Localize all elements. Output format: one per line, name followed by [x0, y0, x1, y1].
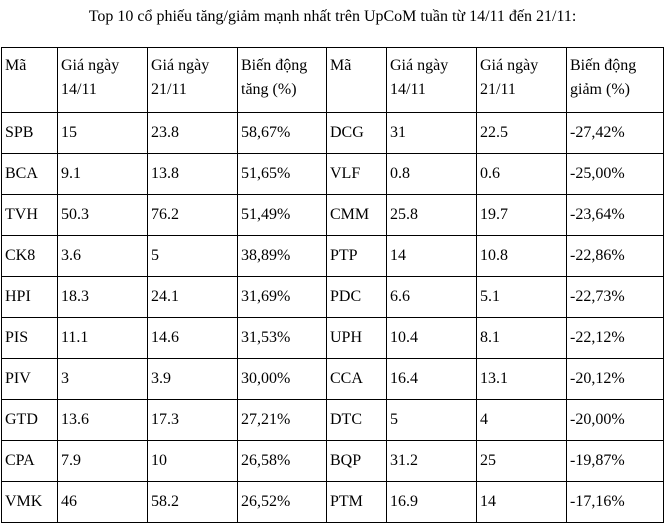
page-title: Top 10 cổ phiếu tăng/giảm mạnh nhất trên UpCoM tuần từ 14/11 đến 21/11:	[88, 8, 577, 25]
cell-dn-pct: -22,73%	[567, 277, 664, 318]
header-change-up-line2: tăng (%)	[241, 81, 297, 98]
cell-dn-p1: 0.8	[387, 154, 477, 195]
header-change-down-line2: giảm (%)	[570, 81, 630, 98]
cell-dn-code: BQP	[327, 441, 387, 482]
table-row	[2, 359, 664, 400]
cell-dn-p1: 25.8	[387, 195, 477, 236]
cell-up-code: CK8	[2, 236, 58, 277]
header-price-2111-left-line1: Giá ngày	[151, 57, 210, 74]
cell-up-code: CPA	[2, 441, 58, 482]
cell-dn-code: DTC	[327, 400, 387, 441]
cell-dn-p2: 19.7	[477, 195, 567, 236]
cell-dn-code: DCG	[327, 113, 387, 154]
table-row	[2, 441, 664, 482]
cell-up-p2: 76.2	[148, 195, 238, 236]
cell-dn-pct: -27,42%	[567, 113, 664, 154]
table-row	[2, 318, 664, 359]
cell-dn-code: PTP	[327, 236, 387, 277]
table-row	[2, 236, 664, 277]
cell-dn-pct: -25,00%	[567, 154, 664, 195]
cell-dn-pct: -23,64%	[567, 195, 664, 236]
table-row	[2, 400, 664, 441]
cell-up-pct: 31,69%	[238, 277, 327, 318]
cell-up-pct: 26,58%	[238, 441, 327, 482]
header-code-right	[327, 48, 387, 113]
cell-dn-pct: -19,87%	[567, 441, 664, 482]
cell-up-code: VMK	[2, 482, 58, 523]
cell-dn-p1: 5	[387, 400, 477, 441]
cell-dn-p2: 5.1	[477, 277, 567, 318]
header-price-1411-right-line1: Giá ngày	[390, 57, 449, 74]
cell-up-code: SPB	[2, 113, 58, 154]
header-price-2111-right-line1: Giá ngày	[480, 57, 539, 74]
cell-up-p1: 13.6	[58, 400, 148, 441]
table-row	[2, 195, 664, 236]
cell-dn-p1: 14	[387, 236, 477, 277]
cell-dn-pct: -20,12%	[567, 359, 664, 400]
cell-dn-code: VLF	[327, 154, 387, 195]
cell-dn-pct: -22,86%	[567, 236, 664, 277]
cell-up-p1: 15	[58, 113, 148, 154]
cell-up-p1: 50.3	[58, 195, 148, 236]
cell-dn-p1: 6.6	[387, 277, 477, 318]
cell-dn-p2: 13.1	[477, 359, 567, 400]
cell-up-pct: 26,52%	[238, 482, 327, 523]
cell-up-code: PIS	[2, 318, 58, 359]
cell-dn-p2: 10.8	[477, 236, 567, 277]
cell-dn-code: UPH	[327, 318, 387, 359]
cell-up-pct: 58,67%	[238, 113, 327, 154]
header-price-2111-right-line2: 21/11	[480, 81, 516, 98]
cell-dn-p2: 4	[477, 400, 567, 441]
cell-up-p2: 3.9	[148, 359, 238, 400]
cell-dn-pct: -20,00%	[567, 400, 664, 441]
cell-up-p2: 14.6	[148, 318, 238, 359]
cell-up-pct: 51,65%	[238, 154, 327, 195]
cell-up-pct: 27,21%	[238, 400, 327, 441]
header-change-down-line1: Biến động	[570, 57, 637, 74]
header-price-2111-right	[477, 48, 567, 113]
cell-dn-code: PDC	[327, 277, 387, 318]
cell-up-code: BCA	[2, 154, 58, 195]
cell-up-p1: 18.3	[58, 277, 148, 318]
cell-dn-p1: 31	[387, 113, 477, 154]
table-row	[2, 277, 664, 318]
header-change-up-line1: Biến động	[241, 57, 308, 74]
table-row	[2, 113, 664, 154]
cell-up-pct: 38,89%	[238, 236, 327, 277]
cell-dn-p2: 0.6	[477, 154, 567, 195]
cell-dn-p1: 31.2	[387, 441, 477, 482]
cell-up-p1: 3	[58, 359, 148, 400]
table-body	[2, 48, 664, 523]
cell-dn-p1: 10.4	[387, 318, 477, 359]
cell-up-p2: 5	[148, 236, 238, 277]
cell-up-p2: 10	[148, 441, 238, 482]
header-price-2111-left	[148, 48, 238, 113]
header-price-1411-right	[387, 48, 477, 113]
table-row	[2, 482, 664, 523]
cell-up-code: GTD	[2, 400, 58, 441]
header-price-1411-left	[58, 48, 148, 113]
cell-dn-p1: 16.4	[387, 359, 477, 400]
cell-up-pct: 51,49%	[238, 195, 327, 236]
cell-up-pct: 30,00%	[238, 359, 327, 400]
cell-up-pct: 31,53%	[238, 318, 327, 359]
cell-up-p2: 24.1	[148, 277, 238, 318]
cell-dn-p2: 25	[477, 441, 567, 482]
header-price-1411-left-line2: 14/11	[61, 81, 97, 98]
cell-up-p1: 11.1	[58, 318, 148, 359]
cell-up-p2: 58.2	[148, 482, 238, 523]
cell-up-p2: 13.8	[148, 154, 238, 195]
header-code-right-text: Mã	[330, 57, 352, 74]
cell-up-code: HPI	[2, 277, 58, 318]
table-row	[2, 154, 664, 195]
cell-up-code: PIV	[2, 359, 58, 400]
cell-dn-pct: -22,12%	[567, 318, 664, 359]
cell-dn-p2: 14	[477, 482, 567, 523]
cell-dn-p2: 8.1	[477, 318, 567, 359]
header-price-2111-left-line2: 21/11	[151, 81, 187, 98]
stock-table	[1, 47, 664, 523]
cell-up-p2: 23.8	[148, 113, 238, 154]
cell-up-code: TVH	[2, 195, 58, 236]
cell-up-p2: 17.3	[148, 400, 238, 441]
cell-dn-code: CMM	[327, 195, 387, 236]
cell-up-p1: 9.1	[58, 154, 148, 195]
cell-up-p1: 3.6	[58, 236, 148, 277]
header-price-1411-left-line1: Giá ngày	[61, 57, 120, 74]
table-header-row	[2, 48, 664, 113]
cell-dn-p1: 16.9	[387, 482, 477, 523]
header-code-left	[2, 48, 58, 113]
header-change-up	[238, 48, 327, 113]
cell-dn-pct: -17,16%	[567, 482, 664, 523]
cell-dn-code: CCA	[327, 359, 387, 400]
cell-dn-p2: 22.5	[477, 113, 567, 154]
header-change-down	[567, 48, 664, 113]
header-price-1411-right-line2: 14/11	[390, 81, 426, 98]
header-code-left-text: Mã	[5, 57, 27, 74]
cell-up-p1: 46	[58, 482, 148, 523]
cell-dn-code: PTM	[327, 482, 387, 523]
cell-up-p1: 7.9	[58, 441, 148, 482]
